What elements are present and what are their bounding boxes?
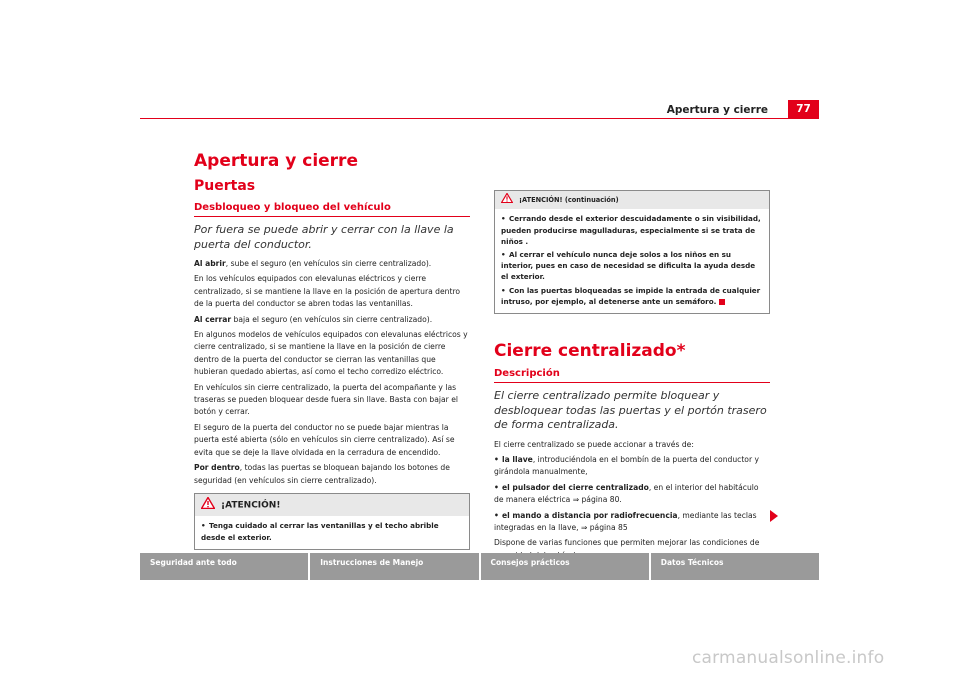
warning-header	[495, 191, 769, 209]
warning-body	[195, 516, 469, 548]
paragraph: El seguro de la puerta del conductor no se puede bajar mientras la puerta esté abierta (sólo en vehículos sin cierre centralizado). Así se evita que se deje la llave olvidada en la cerradura de encendido.	[194, 422, 455, 457]
warning-header	[195, 494, 469, 516]
header-rule	[140, 118, 790, 119]
list-item: • el pulsador del cierre centralizado, en el interior del habitáculo de manera eléctrica ⇒ página 80.	[494, 482, 759, 505]
warning-body	[495, 209, 769, 313]
footer-tab-datos[interactable]: Datos Técnicos	[651, 553, 819, 580]
section-end-marker	[719, 299, 725, 305]
section-title-puertas: Puertas	[194, 178, 256, 194]
section-title-cierre: Cierre centralizado*	[494, 341, 686, 362]
subsection-title-descripcion: Descripción	[494, 367, 770, 383]
page-number: 77	[788, 100, 819, 119]
warning-box	[194, 493, 470, 550]
footer-tab-consejos[interactable]: Consejos prácticos	[481, 553, 651, 580]
warning-item: • Tenga cuidado al cerrar las ventanillas y el techo abrible desde el exterior.	[201, 521, 439, 542]
warning-item: • Con las puertas bloqueadas se impide la entrada de cualquier intruso, por ejemplo, al detenerse ante un semáforo.	[501, 285, 761, 306]
warning-item: • Cerrando desde el exterior descuidadamente o sin visibilidad, pueden producirse magulladuras, especialmente si se trata de niños .	[501, 214, 761, 246]
warning-triangle-icon	[501, 193, 513, 207]
list-item: • el mando a distancia por radiofrecuencia, mediante las teclas integradas en la llave, ⇒ página 85	[494, 510, 757, 532]
header-title: Apertura y cierre	[666, 104, 768, 116]
right-column	[494, 190, 770, 565]
paragraph: El cierre centralizado se puede accionar a través de:	[494, 439, 694, 449]
paragraph: En algunos modelos de vehículos equipados con elevalunas eléctricos y cierre centralizado, si se mantiene la llave en la posición de cierre dentro de la puerta del conductor se cierran las ventanillas que hubieran quedado abiertas, así como el techo corredizo eléctrico.	[194, 330, 468, 377]
warning-title: ¡ATENCIÓN!	[221, 500, 281, 511]
paragraph: En vehículos sin cierre centralizado, la puerta del acompañante y las traseras se pueden bloquear desde fuera sin llave. Basta con bajar el botón y cerrar.	[194, 382, 458, 417]
watermark: carmanualsonline.info	[692, 648, 885, 668]
list-item: • la llave, introduciéndola en el bombín de la puerta del conductor y girándola manualmente,	[494, 454, 759, 477]
chapter-title: Apertura y cierre	[194, 151, 358, 171]
next-page-arrow-icon[interactable]	[770, 510, 778, 522]
intro-text: Por fuera se puede abrir y cerrar con la llave la puerta del conductor.	[194, 223, 454, 251]
left-column	[194, 150, 470, 550]
paragraph: Por dentro, todas las puertas se bloquean bajando los botones de seguridad (en vehículos sin cierre centralizado).	[194, 463, 450, 485]
subsection-title-desbloqueo: Desbloqueo y bloqueo del vehículo	[194, 201, 470, 217]
paragraph: Al cerrar baja el seguro (en vehículos sin cierre centralizado).	[194, 314, 433, 324]
paragraph: En los vehículos equipados con elevalunas eléctricos y cierre centralizado, si se mantiene la llave en la posición de apertura dentro de la puerta del conductor se abren todas las ventanillas.	[194, 274, 461, 309]
warning-title: ¡ATENCIÓN! (continuación)	[519, 196, 619, 205]
intro-text: El cierre centralizado permite bloquear y desbloquear todas las puertas y el portón trasero de forma centralizada.	[494, 389, 767, 432]
footer-nav	[140, 553, 819, 580]
paragraph: Dispone de varias funciones que permiten mejorar las condiciones de	[494, 538, 760, 548]
warning-triangle-icon	[201, 497, 215, 513]
paragraph: Al abrir, sube el seguro (en vehículos sin cierre centralizado).	[194, 259, 432, 268]
footer-tab-seguridad[interactable]: Seguridad ante todo	[140, 553, 310, 580]
footer-tab-instrucciones[interactable]: Instrucciones de Manejo	[310, 553, 480, 580]
warning-box-continued	[494, 190, 770, 314]
warning-item: • Al cerrar el vehículo nunca deje solos a los niños en su interior, pues en caso de necesidad se dificulta la ayuda desde el exterior.	[501, 250, 756, 282]
